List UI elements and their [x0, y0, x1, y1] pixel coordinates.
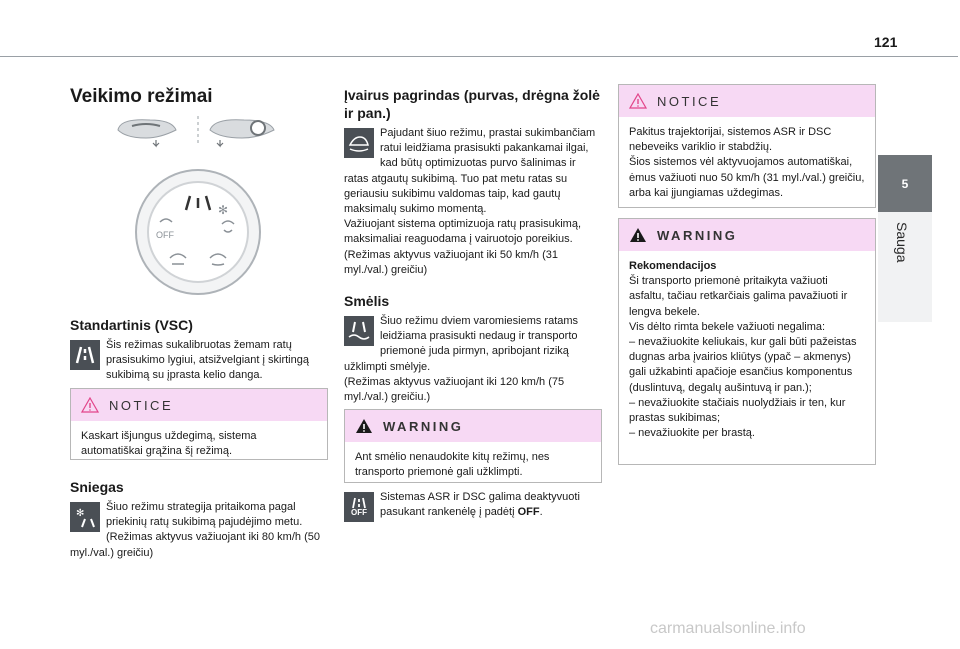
warning-text: Ant smėlio nenaudokite kitų režimų, nes transporto priemonė gali užklimpti. — [355, 451, 550, 479]
sand-mode-icon — [344, 316, 374, 346]
mud-mode-icon — [344, 128, 374, 158]
snow-mode-icon — [70, 502, 100, 532]
sand-mode-section — [344, 292, 602, 405]
mud-mode-section — [344, 86, 602, 278]
standard-mode-heading: Standartinis (VSC) — [70, 317, 193, 333]
sand-mode-speed: (Režimas aktyvus važiuojant iki 120 km/h (75 myl./val.) greičiu.) — [344, 375, 565, 404]
warning-label: WARNING — [657, 227, 738, 243]
header-divider — [0, 56, 958, 57]
mode-selector-illustration — [110, 112, 280, 297]
mud-mode-text-2: Važiuojant sistema optimizuoja ratų prasisukimą, maksimaliai reaguodama į vairuotojo poreikius. — [344, 218, 582, 246]
warning-line: – nevažiuokite per brastą. — [629, 427, 755, 440]
standard-mode-section — [70, 316, 328, 384]
steering-wheel-icon — [118, 120, 176, 146]
warning-line: – nevažiuokite keliukais, kur gali būti pažeistas dugnas arba įvairios kliūtys (ypač – akmenys) gali užkabinti apačioje esančius komponentus (duslintuvą, degalų aušintuvą ir pan.); — [629, 336, 857, 394]
off-mode-text: Sistemas ASR ir DSC galima deaktyvuoti pasukant rankenėlę į padėtį — [380, 491, 580, 519]
snow-mode-heading: Sniegas — [70, 479, 124, 495]
notice-warning-icon — [629, 93, 647, 109]
mode-dial[interactable] — [136, 170, 260, 294]
section-title: Veikimo režimai — [70, 86, 213, 107]
mud-mode-text: Pajudant šiuo režimu, prastai sukimbančiam ratui leidžiama prasisukti pakankamai ilgai, kad būtų optimizuotas purvo šalinimas ir ratas atgautų sukibimą. Tuo pat metu ratas su geriausiu sukibimu valdomas taip, kad gautų maksimalų sukimo momentą. — [344, 127, 596, 216]
off-mode-text-bold: OFF — [517, 506, 540, 519]
chapter-number: 5 — [901, 176, 909, 191]
notice-box-1 — [70, 388, 328, 460]
warning-line: Ši transporto priemonė pritaikyta važiuoti asfaltu, tačiau retkarčiais galima pavažiuoti ir lengva bekele. — [629, 275, 848, 318]
sand-mode-text: Šiuo režimu dviem varomiesiems ratams leidžiama prasisukti nedaug ir transporto priemonė juda pirmyn, apribojant riziką užklimpti smėlyje. — [344, 315, 579, 373]
warning-box-2 — [618, 218, 876, 465]
off-mode-section: OFF Sistemas ASR ir DSC galima deaktyvuoti pasukant rankenėlę į padėtį OFF. — [344, 490, 602, 522]
off-mode-icon: OFF — [344, 492, 374, 522]
notice-text: Kaskart išjungus uždegimą, sistema automatiškai grąžina šį režimą. — [81, 430, 257, 458]
warning-triangle-icon — [629, 227, 647, 243]
warning-triangle-icon — [355, 418, 373, 434]
warning-title: Rekomendacijos — [629, 260, 717, 272]
svg-text:✻: ✻ — [218, 203, 229, 217]
notice-warning-icon — [81, 397, 99, 413]
snow-mode-section — [70, 478, 328, 561]
notice-box-2 — [618, 84, 876, 208]
warning-line: – nevažiuokite stačiais nuolydžiais ir ten, kur prastas sukibimas; — [629, 396, 846, 425]
chapter-label: Sauga — [894, 222, 910, 263]
warning-box-1 — [344, 409, 602, 483]
chapter-tab[interactable] — [878, 155, 932, 212]
notice-label: NOTICE — [109, 397, 174, 413]
snow-mode-speed: (Režimas aktyvus važiuojant iki 80 km/h (50 myl./val.) greičiu) — [70, 531, 320, 559]
mud-mode-speed: (Režimas aktyvus važiuojant iki 50 km/h (31 myl./val.) greičiu) — [344, 248, 558, 276]
snow-mode-text: Šiuo režimu strategija pritaikoma pagal priekinių ratų sukibimą pajudėjimo metu. — [106, 501, 303, 529]
notice-label: NOTICE — [657, 93, 722, 109]
svg-text:OFF: OFF — [156, 230, 174, 240]
watermark: carmanualsonline.info — [650, 620, 806, 637]
warning-line: Vis dėlto rimta bekele važiuoti negalima: — [629, 320, 826, 333]
sand-mode-heading: Smėlis — [344, 293, 390, 309]
warning-label: WARNING — [383, 418, 464, 434]
column-1 — [70, 86, 328, 108]
steering-wheel-right-icon — [210, 120, 274, 146]
page-number: 121 — [874, 34, 898, 50]
standard-mode-text: Šis režimas sukalibruotas žemam ratų prasisukimo lygiui, atsižvelgiant į skirtingą sukibimą su įprasta kelio danga. — [106, 339, 309, 382]
notice-line: Pakitus trajektorijai, sistemos ASR ir DSC nebeveiks variklio ir stabdžių. — [629, 126, 832, 154]
vsc-mode-icon — [70, 340, 100, 370]
svg-text:✻: ✻ — [76, 508, 85, 519]
notice-line: Šios sistemos vėl aktyvuojamos automatiškai, ėmus važiuoti nuo 50 km/h (31 myl./val.) greičiu, arba kai įjungiamas uždegimas. — [629, 156, 865, 199]
mud-mode-heading: Įvairus pagrindas (purvas, drėgna žolė ir pan.) — [344, 87, 600, 121]
